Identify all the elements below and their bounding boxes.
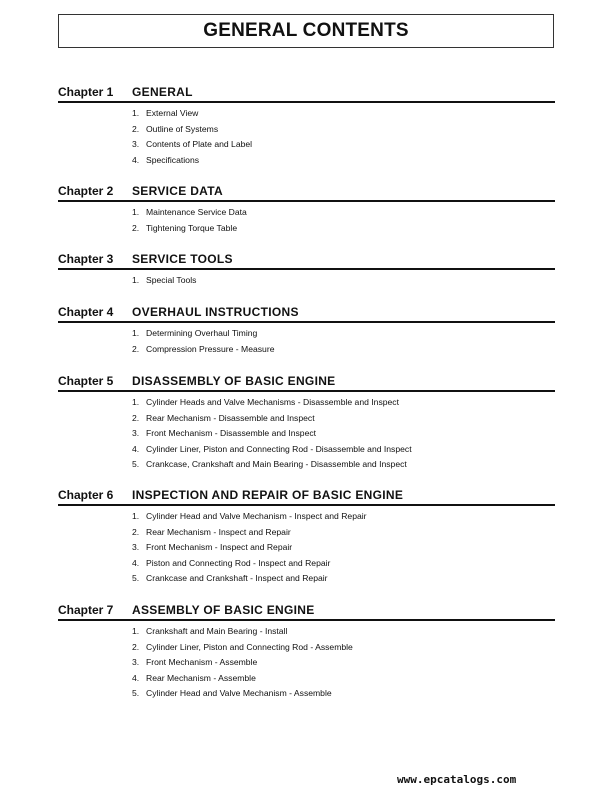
list-item <box>132 221 555 237</box>
chapter-item-list <box>132 509 555 587</box>
item-text: Cylinder Liner, Piston and Connecting Rod - Disassemble and Inspect <box>146 443 412 454</box>
chapter-title: INSPECTION AND REPAIR OF BASIC ENGINE <box>132 488 404 502</box>
item-text: Determining Overhaul Timing <box>146 328 258 338</box>
list-item <box>132 686 555 702</box>
list-item <box>132 395 555 411</box>
item-text: Rear Mechanism - Disassemble and Inspect <box>146 412 315 423</box>
list-item <box>132 442 555 458</box>
item-number: 1. <box>132 275 140 285</box>
item-number: 4. <box>132 443 140 454</box>
chapter-section-2 <box>58 183 555 236</box>
chapter-section-5 <box>58 373 555 473</box>
item-text: Front Mechanism - Inspect and Repair <box>146 542 293 552</box>
list-item <box>132 137 555 153</box>
list-item <box>132 457 555 473</box>
item-number: 3. <box>132 657 140 667</box>
item-text: Crankcase and Crankshaft - Inspect and Repair <box>146 573 328 583</box>
item-text: Rear Mechanism - Inspect and Repair <box>146 526 291 537</box>
chapter-title: SERVICE TOOLS <box>132 252 233 266</box>
item-text: Cylinder Heads and Valve Mechanisms - Disassemble and Inspect <box>146 397 399 407</box>
item-number: 2. <box>132 526 140 537</box>
item-number: 3. <box>132 139 140 149</box>
list-item <box>132 556 555 572</box>
chapter-item-list <box>132 106 555 168</box>
item-text: Cylinder Head and Valve Mechanism - Inspect and Repair <box>146 511 367 521</box>
list-item <box>132 624 555 640</box>
chapter-number: Chapter 3 <box>58 252 114 266</box>
item-number: 3. <box>132 428 140 438</box>
chapter-section-4 <box>58 304 555 357</box>
item-text: Piston and Connecting Rod - Inspect and Repair <box>146 557 331 568</box>
item-number: 1. <box>132 397 140 407</box>
chapter-section-7 <box>58 602 555 702</box>
list-item <box>132 153 555 169</box>
item-number: 4. <box>132 154 140 165</box>
item-text: Front Mechanism - Disassemble and Inspect <box>146 428 317 438</box>
item-number: 1. <box>132 511 140 521</box>
list-item <box>132 671 555 687</box>
item-text: Maintenance Service Data <box>146 207 247 217</box>
item-number: 2. <box>132 343 140 354</box>
chapter-number: Chapter 6 <box>58 488 114 502</box>
item-text: Rear Mechanism - Assemble <box>146 672 256 683</box>
chapter-heading <box>58 251 555 270</box>
list-item <box>132 122 555 138</box>
title-box <box>58 14 554 48</box>
item-number: 1. <box>132 328 140 338</box>
chapter-title: OVERHAUL INSTRUCTIONS <box>132 305 299 319</box>
list-item <box>132 640 555 656</box>
item-number: 5. <box>132 573 140 583</box>
list-item <box>132 525 555 541</box>
item-number: 4. <box>132 557 140 568</box>
chapter-item-list <box>132 624 555 702</box>
item-text: Specifications <box>146 154 200 165</box>
chapter-heading <box>58 183 555 202</box>
item-text: Outline of Systems <box>146 123 219 134</box>
chapter-section-3 <box>58 251 555 289</box>
chapter-item-list <box>132 326 555 357</box>
item-number: 1. <box>132 207 140 217</box>
chapter-section-6 <box>58 487 555 587</box>
list-item <box>132 411 555 427</box>
item-text: Crankcase, Crankshaft and Main Bearing - Disassemble and Inspect <box>146 459 407 469</box>
chapter-section-1 <box>58 84 555 168</box>
chapter-item-list <box>132 205 555 236</box>
list-item <box>132 342 555 358</box>
chapter-number: Chapter 2 <box>58 184 114 198</box>
item-number: 2. <box>132 641 140 652</box>
chapter-heading <box>58 487 555 506</box>
item-number: 2. <box>132 222 140 233</box>
chapter-title: DISASSEMBLY OF BASIC ENGINE <box>132 374 336 388</box>
item-number: 3. <box>132 542 140 552</box>
item-number: 2. <box>132 123 140 134</box>
item-number: 5. <box>132 459 140 469</box>
page-title: GENERAL CONTENTS <box>203 20 409 41</box>
list-item <box>132 205 555 221</box>
chapter-number: Chapter 1 <box>58 85 114 99</box>
list-item <box>132 273 555 289</box>
list-item <box>132 326 555 342</box>
chapter-heading <box>58 304 555 323</box>
chapter-heading <box>58 373 555 392</box>
list-item <box>132 106 555 122</box>
chapter-title: GENERAL <box>132 85 193 99</box>
chapter-item-list <box>132 395 555 473</box>
item-number: 4. <box>132 672 140 683</box>
item-text: Cylinder Head and Valve Mechanism - Assemble <box>146 688 332 698</box>
list-item <box>132 571 555 587</box>
chapter-title: ASSEMBLY OF BASIC ENGINE <box>132 603 315 617</box>
item-text: Contents of Plate and Label <box>146 139 253 149</box>
item-number: 2. <box>132 412 140 423</box>
chapter-number: Chapter 5 <box>58 374 114 388</box>
chapter-item-list <box>132 273 555 289</box>
footer-url[interactable]: www.epcatalogs.com <box>397 773 517 786</box>
item-text: Front Mechanism - Assemble <box>146 657 258 667</box>
item-text: Special Tools <box>146 275 197 285</box>
list-item <box>132 509 555 525</box>
item-text: Crankshaft and Main Bearing - Install <box>146 626 288 636</box>
chapter-number: Chapter 7 <box>58 603 114 617</box>
item-text: Tightening Torque Table <box>146 222 238 233</box>
item-text: External View <box>146 108 199 118</box>
chapter-number: Chapter 4 <box>58 305 114 319</box>
item-number: 1. <box>132 626 140 636</box>
chapter-heading <box>58 602 555 621</box>
item-number: 5. <box>132 688 140 698</box>
item-text: Compression Pressure - Measure <box>146 343 275 354</box>
item-text: Cylinder Liner, Piston and Connecting Rod - Assemble <box>146 641 353 652</box>
chapter-heading <box>58 84 555 103</box>
chapter-title: SERVICE DATA <box>132 184 223 198</box>
list-item <box>132 426 555 442</box>
list-item <box>132 655 555 671</box>
item-number: 1. <box>132 108 140 118</box>
list-item <box>132 540 555 556</box>
